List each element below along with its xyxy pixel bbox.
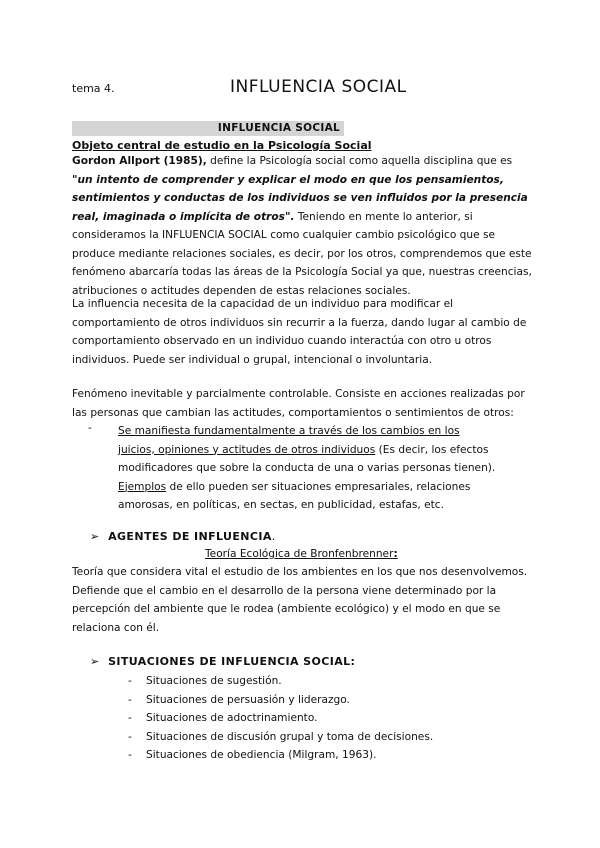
paragraph-fenomeno: Fenómeno inevitable y parcialmente controlable. Consiste en acciones realizadas por las personas que cambian las actitudes, comportamientos o sentimientos de otros:	[72, 388, 525, 419]
agentes-period: .	[271, 530, 276, 543]
ejemplos-label: Ejemplos	[118, 480, 167, 493]
list-item-text: Situaciones de sugestión.	[146, 675, 282, 687]
dash-bullet: -	[128, 675, 132, 687]
objeto-heading: Objeto central de estudio en la Psicología Social	[72, 139, 372, 152]
list-item	[128, 728, 433, 747]
situaciones-heading	[90, 655, 355, 668]
teoria-title	[205, 548, 398, 560]
situaciones-heading-text: SITUACIONES DE INFLUENCIA SOCIAL:	[108, 655, 356, 668]
arrow-bullet-icon: ➢	[90, 530, 100, 543]
dash-bullet: -	[128, 730, 132, 743]
list-item-text: Situaciones de adoctrinamiento.	[146, 712, 318, 724]
dash-bullet: -	[128, 749, 132, 761]
allport-quote: "un intento de comprender y explicar el modo en que los pensamientos, sentimientos y conductas de los individuos se ven influidos por la presencia real, imaginada o implícita de otros".	[72, 173, 528, 223]
agentes-heading-text: AGENTES DE INFLUENCIA	[108, 530, 272, 543]
dash-bullet: -	[128, 693, 132, 706]
section-heading-bar: INFLUENCIA SOCIAL	[72, 121, 344, 136]
arrow-bullet-icon: ➢	[90, 655, 100, 668]
list-item	[128, 746, 433, 765]
author-name: Gordon Allport (1985),	[72, 155, 207, 167]
teoria-title-text: Teoría Ecológica de Bronfenbrenner	[205, 548, 394, 560]
dash-bullet: -	[128, 712, 132, 724]
agentes-heading	[90, 530, 276, 543]
teoria-colon: :	[393, 548, 398, 560]
situaciones-list	[128, 672, 433, 765]
list-item-text: Situaciones de discusión grupal y toma de decisiones.	[146, 730, 434, 743]
paragraph-influencia: La influencia necesita de la capacidad de un individuo para modificar el comportamiento de otros individuos sin recurrir a la fuerza, dando lugar al cambio de comportamiento observado en un individuo cuando interactúa con otro u otros individuos. Puede ser individual o grupal, intencional o involuntaria.	[72, 298, 527, 366]
paragraph-allport	[72, 152, 532, 300]
list-item	[128, 672, 433, 691]
page-title: INFLUENCIA SOCIAL	[230, 77, 407, 97]
list-item-text: Situaciones de persuasión y liderazgo.	[146, 693, 350, 706]
manifestacion-underlined: Se manifiesta fundamentalmente a través de los cambios en los juicios, opiniones y actitudes de otros individuos	[118, 425, 460, 456]
definition-rest: Teniendo en mente lo anterior, si consideramos la INFLUENCIA SOCIAL como cualquier cambio psicológico que se produce mediante relaciones sociales, es decir, por los otros, comprendemos que este fenómeno abarcaría todas las áreas de la Psicología Social ya que, nuestras creencias, atribuciones o actitudes dependen de estas relaciones sociales.	[72, 210, 532, 297]
manifestacion-end: de ello pueden ser situaciones empresariales, relaciones amorosas, en políticas, en sectas, en publicidad, estafas, etc.	[118, 480, 471, 511]
paragraph-teoria: Teoría que considera vital el estudio de los ambientes en los que nos desenvolvemos. Defiende que el cambio en el desarrollo de la persona viene determinado por la percepción del ambiente que le rodea (ambiente ecológico) y el modo en que se relaciona con él.	[72, 566, 528, 634]
list-item-manifestacion	[118, 422, 496, 515]
definition-lead: define la Psicología social como aquella disciplina que es	[206, 155, 513, 167]
list-item	[128, 709, 433, 728]
topic-label: tema 4.	[72, 82, 115, 95]
manifestacion-middle: (Es decir, los efectos modificadores que sobre la conducta de una o varias personas tienen).	[118, 443, 496, 474]
dash-bullet: -	[88, 422, 92, 434]
list-item	[128, 691, 433, 710]
list-item-text: Situaciones de obediencia (Milgram, 1963).	[146, 749, 377, 761]
